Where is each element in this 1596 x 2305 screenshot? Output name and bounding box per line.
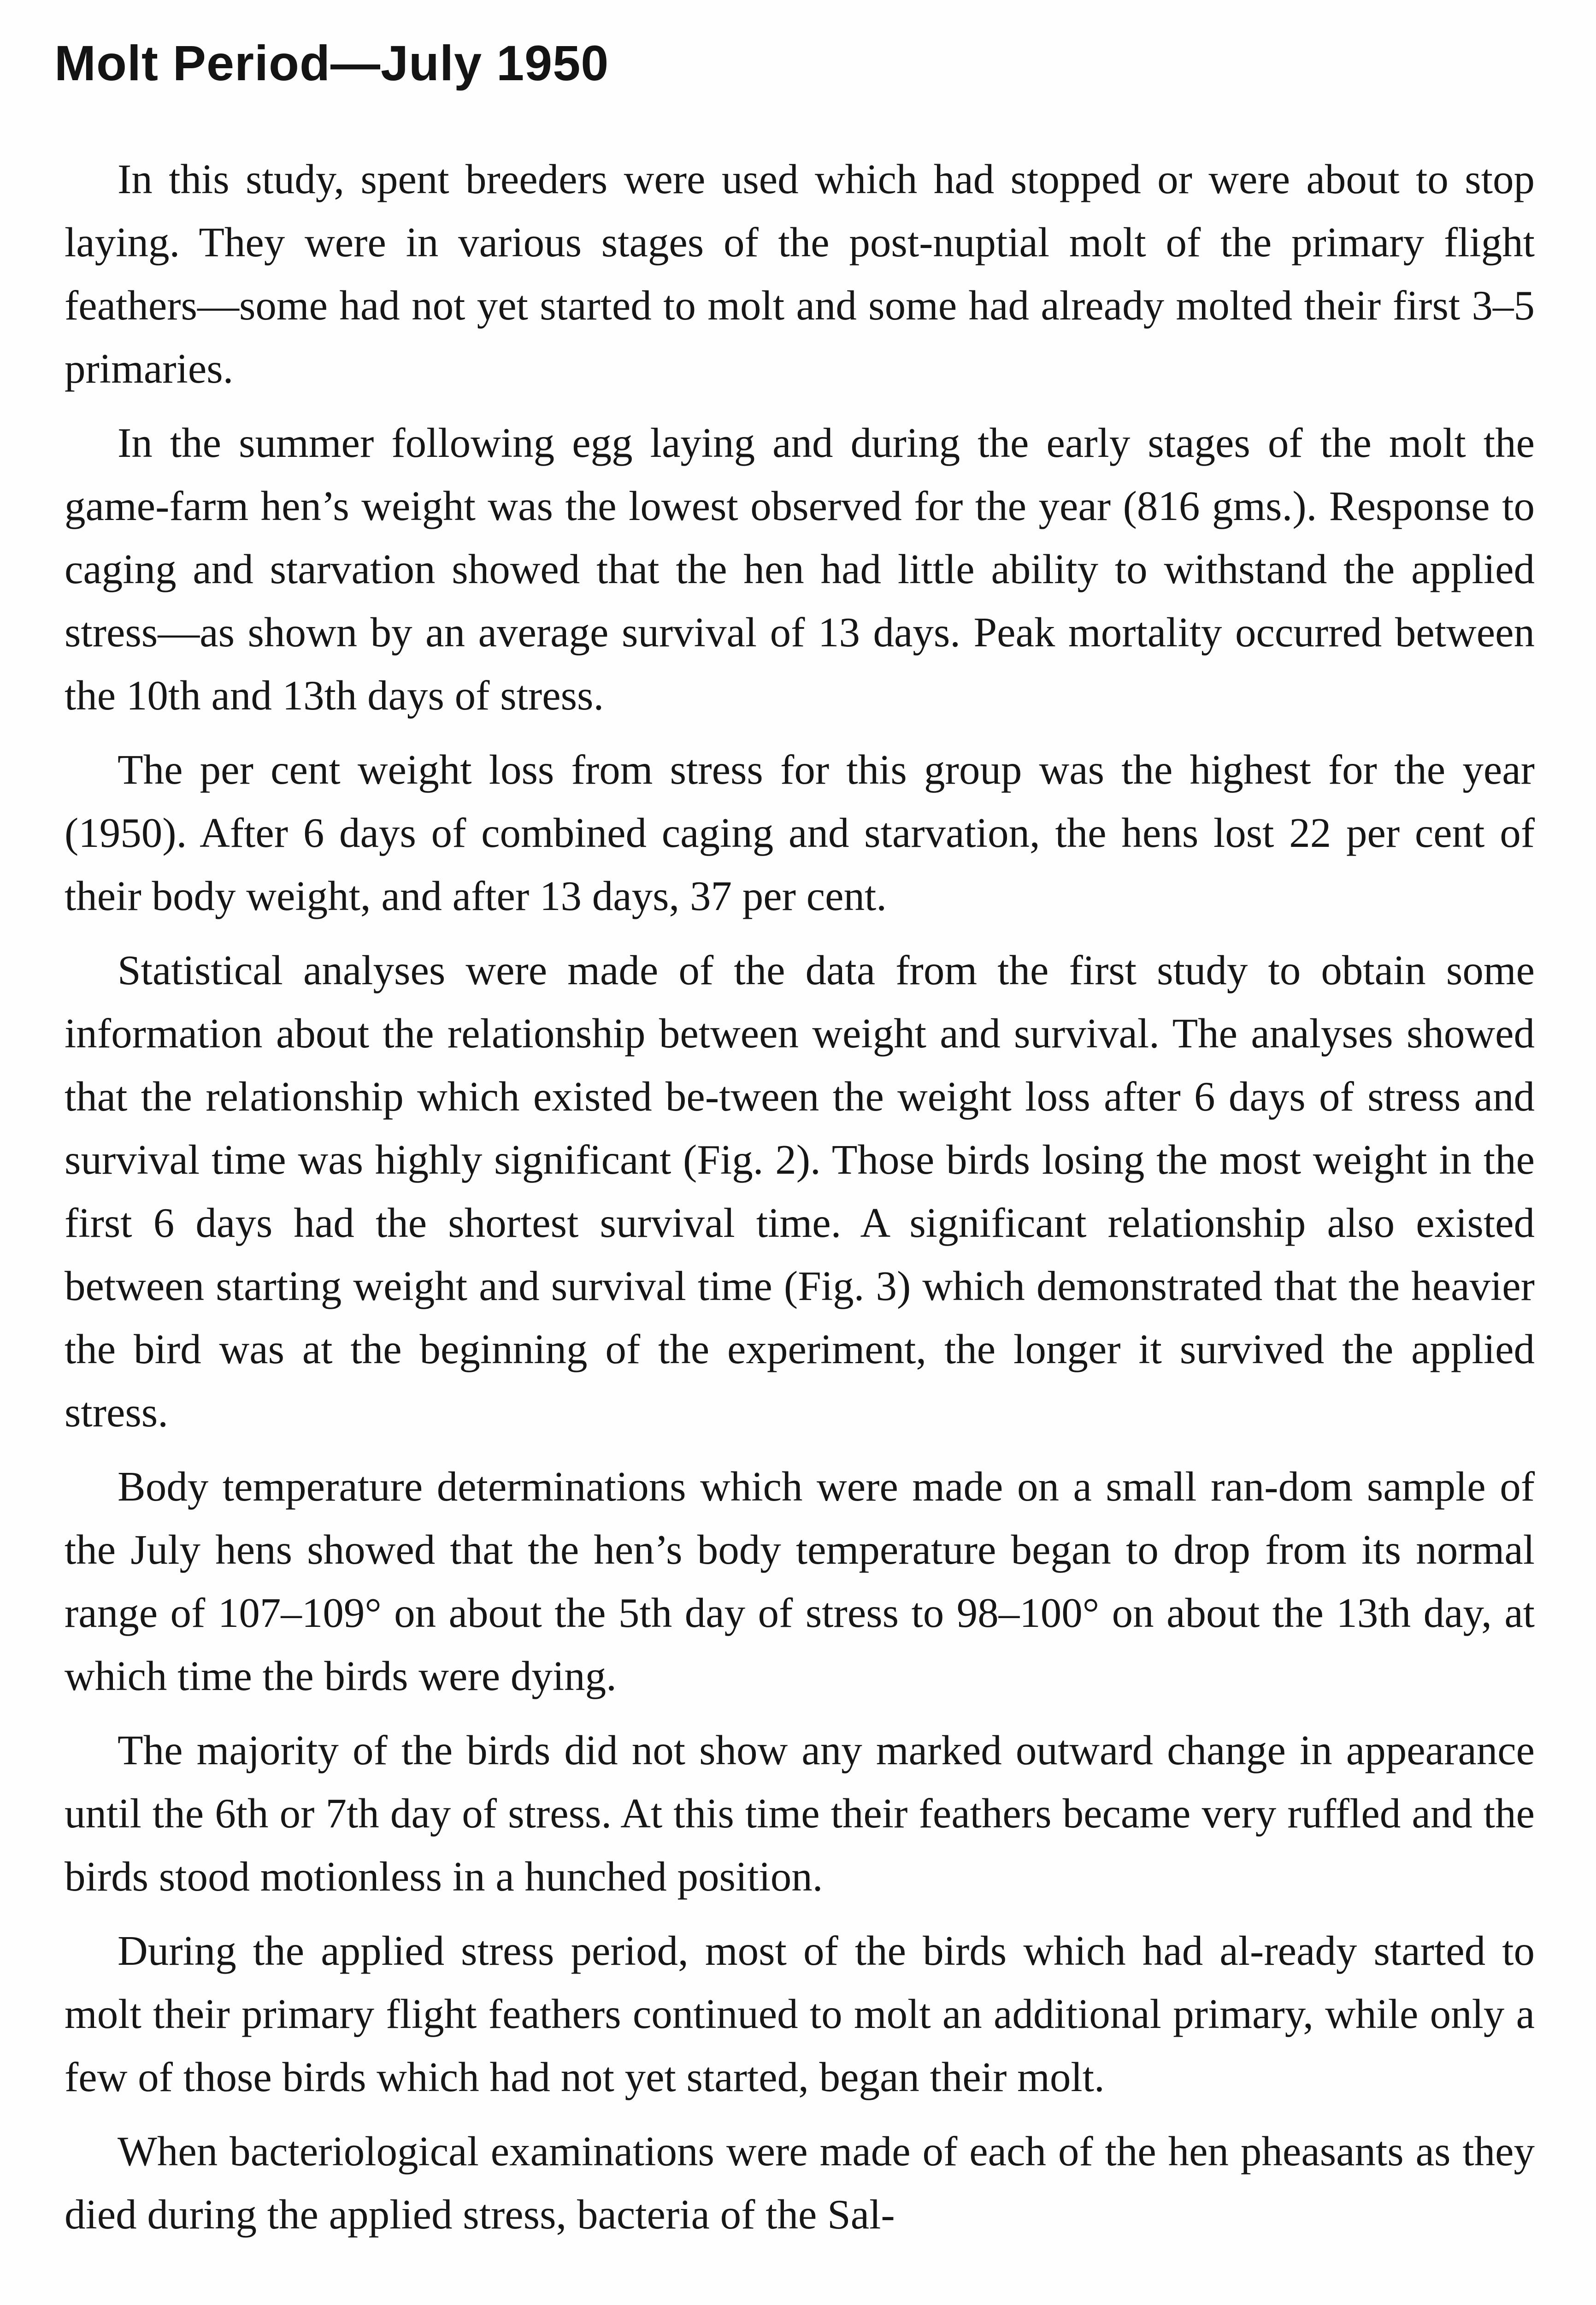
section-heading: Molt Period—July 1950 [54, 35, 609, 91]
paragraph: In the summer following egg laying and during the early stages of the molt the game-farm hen’s weight was the lowest observed for the year (816 gms.). Response to caging and starvation showed that the hen had little ability to withstand the applied stress—as shown by an average survival of 13 days. Peak mortality occurred between the 10th and 13th days of stress. [65, 420, 1535, 719]
paragraph: In this study, spent breeders were used which had stopped or were about to stop laying. They were in various stages of the post-nuptial molt of the primary flight feathers—some had not yet started to molt and some had already molted their first 3–5 primaries. [65, 156, 1535, 392]
body-text [65, 148, 1535, 2257]
paragraph: When bacteriological examinations were made of each of the hen pheasants as they died during the applied stress, bacteria of the Sal- [65, 2128, 1535, 2238]
paragraph: The per cent weight loss from stress for this group was the highest for the year (1950). After 6 days of combined caging and starvation, the hens lost 22 per cent of their body weight, and after 13 days, 37 per cent. [65, 746, 1535, 919]
paragraph: The majority of the birds did not show any marked outward change in appearance until the 6th or 7th day of stress. At this time their feathers became very ruffled and the birds stood motionless in a hunched position. [65, 1727, 1535, 1900]
paragraph: Body temperature determinations which were made on a small ran-dom sample of the July hens showed that the hen’s body temperature began to drop from its normal range of 107–109° on about the 5th day of stress to 98–100° on about the 13th day, at which time the birds were dying. [65, 1463, 1535, 1699]
paragraph: Statistical analyses were made of the data from the first study to obtain some information about the relationship between weight and survival. The analyses showed that the relationship which existed be-tween the weight loss after 6 days of stress and survival time was highly significant (Fig. 2). Those birds losing the most weight in the first 6 days had the shortest survival time. A significant relationship also existed between starting weight and survival time (Fig. 3) which demonstrated that the heavier the bird was at the beginning of the experiment, the longer it survived the applied stress. [65, 947, 1535, 1436]
paragraph: During the applied stress period, most of the birds which had al-ready started to molt their primary flight feathers continued to molt an additional primary, while only a few of those birds which had not yet started, began their molt. [65, 1927, 1535, 2100]
